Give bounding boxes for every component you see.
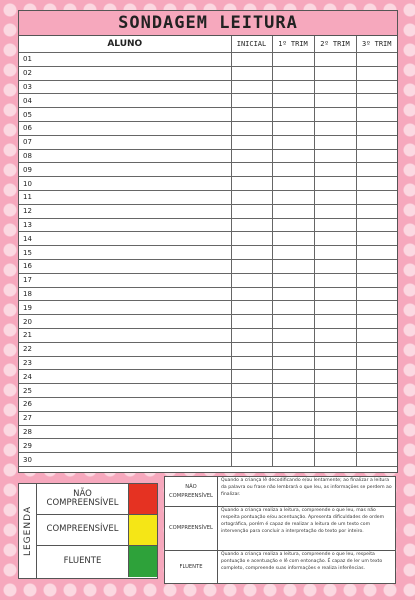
cell-inicial[interactable]	[231, 315, 272, 329]
cell-1-trim[interactable]	[272, 397, 314, 411]
table-row	[19, 439, 397, 453]
table-row	[19, 53, 397, 67]
header-inicial: INICIAL	[231, 36, 272, 53]
cell-inicial[interactable]	[231, 453, 272, 467]
cell-3-trim[interactable]	[356, 397, 397, 411]
cell-2-trim[interactable]	[314, 94, 356, 108]
student-number: 20	[19, 315, 231, 329]
student-number: 10	[19, 177, 231, 191]
cell-2-trim[interactable]	[314, 259, 356, 273]
table-row	[19, 370, 397, 384]
table-row	[19, 80, 397, 94]
cell-1-trim[interactable]	[272, 80, 314, 94]
table-row	[19, 232, 397, 246]
student-number: 17	[19, 273, 231, 287]
header-aluno: ALUNO	[19, 36, 231, 53]
cell-3-trim[interactable]	[356, 53, 397, 67]
cell-3-trim[interactable]	[356, 94, 397, 108]
table-row	[19, 273, 397, 287]
cell-inicial[interactable]	[231, 259, 272, 273]
legend-item-fluente	[37, 546, 157, 577]
cell-3-trim[interactable]	[356, 273, 397, 287]
cell-1-trim[interactable]	[272, 273, 314, 287]
cell-2-trim[interactable]	[314, 453, 356, 467]
cell-2-trim[interactable]	[314, 121, 356, 135]
student-number: 14	[19, 232, 231, 246]
description-text: Quando a criança realiza a leitura, compreende o que leu, respeita pontuação e acentuação e lê com entonação. É capaz de ler um texto completo, compreende suas informações e realiza inferências.	[221, 552, 383, 571]
cell-1-trim[interactable]	[272, 246, 314, 260]
cell-inicial[interactable]	[231, 53, 272, 67]
table-row	[19, 315, 397, 329]
legend-swatch-yellow	[128, 515, 157, 545]
student-number: 02	[19, 66, 231, 80]
cell-inicial[interactable]	[231, 439, 272, 453]
legend-label: NÃO COMPREENSÍVEL	[46, 488, 119, 508]
student-number: 12	[19, 204, 231, 218]
student-number: 23	[19, 356, 231, 370]
cell-3-trim[interactable]	[356, 411, 397, 425]
description-text: Quando a criança lê decodificando e/ou lentamente; ao finalizar a leitura da palavra ou frase não lembrará o que leu, as informações se perdem ao finalizar.	[221, 478, 392, 497]
table-row	[19, 287, 397, 301]
description-box	[164, 476, 396, 584]
header-2-trim: 2º TRIM	[314, 36, 356, 53]
cell-2-trim[interactable]	[314, 232, 356, 246]
cell-2-trim[interactable]	[314, 342, 356, 356]
student-number: 15	[19, 246, 231, 260]
title-bar	[19, 11, 397, 36]
cell-1-trim[interactable]	[272, 259, 314, 273]
description-label: NÃO COMPREENSÍVEL	[165, 477, 218, 506]
cell-inicial[interactable]	[231, 370, 272, 384]
cell-2-trim[interactable]	[314, 204, 356, 218]
cell-inicial[interactable]	[231, 163, 272, 177]
student-number: 19	[19, 301, 231, 315]
cell-3-trim[interactable]	[356, 246, 397, 260]
cell-inicial[interactable]	[231, 66, 272, 80]
table-row	[19, 384, 397, 398]
cell-2-trim[interactable]	[314, 149, 356, 163]
cell-inicial[interactable]	[231, 177, 272, 191]
cell-3-trim[interactable]	[356, 425, 397, 439]
student-number: 28	[19, 425, 231, 439]
cell-1-trim[interactable]	[272, 53, 314, 67]
cell-2-trim[interactable]	[314, 108, 356, 122]
student-number: 08	[19, 149, 231, 163]
description-label: COMPREENSÍVEL	[165, 507, 218, 550]
cell-1-trim[interactable]	[272, 121, 314, 135]
cell-1-trim[interactable]	[272, 425, 314, 439]
student-number: 22	[19, 342, 231, 356]
cell-inicial[interactable]	[231, 121, 272, 135]
student-number: 16	[19, 259, 231, 273]
cell-2-trim[interactable]	[314, 397, 356, 411]
cell-inicial[interactable]	[231, 397, 272, 411]
description-label: FLUENTE	[165, 551, 218, 583]
cell-1-trim[interactable]	[272, 163, 314, 177]
cell-inicial[interactable]	[231, 273, 272, 287]
cell-3-trim[interactable]	[356, 259, 397, 273]
student-number: 25	[19, 384, 231, 398]
student-number: 09	[19, 163, 231, 177]
table-row	[19, 259, 397, 273]
cell-2-trim[interactable]	[314, 80, 356, 94]
cell-3-trim[interactable]	[356, 315, 397, 329]
cell-1-trim[interactable]	[272, 108, 314, 122]
student-number: 11	[19, 190, 231, 204]
legend-item-compreensivel	[37, 515, 157, 546]
cell-1-trim[interactable]	[272, 135, 314, 149]
cell-3-trim[interactable]	[356, 439, 397, 453]
table-row	[19, 163, 397, 177]
cell-2-trim[interactable]	[314, 190, 356, 204]
cell-3-trim[interactable]	[356, 204, 397, 218]
cell-inicial[interactable]	[231, 135, 272, 149]
student-number: 30	[19, 453, 231, 467]
cell-1-trim[interactable]	[272, 204, 314, 218]
description-row-compreensivel	[165, 507, 395, 551]
cell-1-trim[interactable]	[272, 301, 314, 315]
legend-box	[18, 483, 158, 579]
cell-3-trim[interactable]	[356, 121, 397, 135]
cell-2-trim[interactable]	[314, 163, 356, 177]
table-row	[19, 425, 397, 439]
cell-3-trim[interactable]	[356, 370, 397, 384]
cell-2-trim[interactable]	[314, 287, 356, 301]
table-row	[19, 411, 397, 425]
cell-2-trim[interactable]	[314, 439, 356, 453]
student-number: 06	[19, 121, 231, 135]
description-row-nao-compreensivel	[165, 477, 395, 507]
cell-3-trim[interactable]	[356, 232, 397, 246]
legend-title	[19, 484, 37, 578]
cell-2-trim[interactable]	[314, 328, 356, 342]
cell-3-trim[interactable]	[356, 301, 397, 315]
student-number: 05	[19, 108, 231, 122]
student-number: 03	[19, 80, 231, 94]
cell-inicial[interactable]	[231, 425, 272, 439]
cell-2-trim[interactable]	[314, 218, 356, 232]
cell-inicial[interactable]	[231, 94, 272, 108]
table-row	[19, 190, 397, 204]
cell-inicial[interactable]	[231, 190, 272, 204]
table-row	[19, 397, 397, 411]
table-row	[19, 328, 397, 342]
cell-1-trim[interactable]	[272, 342, 314, 356]
table-row	[19, 94, 397, 108]
table-row	[19, 342, 397, 356]
cell-2-trim[interactable]	[314, 246, 356, 260]
cell-3-trim[interactable]	[356, 453, 397, 467]
cell-inicial[interactable]	[231, 246, 272, 260]
cell-2-trim[interactable]	[314, 370, 356, 384]
table-row	[19, 135, 397, 149]
student-number: 13	[19, 218, 231, 232]
cell-inicial[interactable]	[231, 232, 272, 246]
cell-3-trim[interactable]	[356, 356, 397, 370]
table-row	[19, 218, 397, 232]
cell-3-trim[interactable]	[356, 135, 397, 149]
legend-label: COMPREENSÍVEL	[46, 524, 119, 535]
cell-1-trim[interactable]	[272, 218, 314, 232]
table-header-row	[19, 36, 397, 53]
table-row	[19, 149, 397, 163]
cell-1-trim[interactable]	[272, 384, 314, 398]
cell-2-trim[interactable]	[314, 66, 356, 80]
cell-2-trim[interactable]	[314, 425, 356, 439]
cell-inicial[interactable]	[231, 80, 272, 94]
table-row	[19, 246, 397, 260]
cell-1-trim[interactable]	[272, 370, 314, 384]
legend-title-text: LEGENDA	[22, 505, 33, 557]
student-number: 07	[19, 135, 231, 149]
cell-3-trim[interactable]	[356, 66, 397, 80]
legend-swatch-red	[128, 484, 157, 514]
description-row-fluente	[165, 551, 395, 583]
cell-1-trim[interactable]	[272, 356, 314, 370]
table-body	[19, 53, 397, 467]
cell-inicial[interactable]	[231, 108, 272, 122]
cell-1-trim[interactable]	[272, 190, 314, 204]
cell-1-trim[interactable]	[272, 287, 314, 301]
table-row	[19, 108, 397, 122]
cell-1-trim[interactable]	[272, 94, 314, 108]
cell-3-trim[interactable]	[356, 218, 397, 232]
cell-2-trim[interactable]	[314, 273, 356, 287]
cell-1-trim[interactable]	[272, 453, 314, 467]
cell-3-trim[interactable]	[356, 287, 397, 301]
cell-3-trim[interactable]	[356, 384, 397, 398]
table-row	[19, 177, 397, 191]
cell-2-trim[interactable]	[314, 135, 356, 149]
table-row	[19, 356, 397, 370]
table-row	[19, 301, 397, 315]
cell-3-trim[interactable]	[356, 177, 397, 191]
cell-inicial[interactable]	[231, 301, 272, 315]
table-row	[19, 121, 397, 135]
page-title: SONDAGEM LEITURA	[118, 13, 298, 33]
student-number: 01	[19, 53, 231, 67]
cell-1-trim[interactable]	[272, 328, 314, 342]
cell-inicial[interactable]	[231, 342, 272, 356]
cell-1-trim[interactable]	[272, 411, 314, 425]
cell-1-trim[interactable]	[272, 232, 314, 246]
cell-inicial[interactable]	[231, 218, 272, 232]
table-row	[19, 66, 397, 80]
cell-3-trim[interactable]	[356, 328, 397, 342]
cell-3-trim[interactable]	[356, 149, 397, 163]
cell-3-trim[interactable]	[356, 108, 397, 122]
cell-1-trim[interactable]	[272, 439, 314, 453]
cell-3-trim[interactable]	[356, 190, 397, 204]
cell-inicial[interactable]	[231, 204, 272, 218]
cell-1-trim[interactable]	[272, 315, 314, 329]
cell-inicial[interactable]	[231, 384, 272, 398]
header-1-trim: 1º TRIM	[272, 36, 314, 53]
cell-2-trim[interactable]	[314, 384, 356, 398]
student-number: 21	[19, 328, 231, 342]
cell-2-trim[interactable]	[314, 356, 356, 370]
legend-swatch-green	[128, 546, 157, 577]
cell-1-trim[interactable]	[272, 177, 314, 191]
cell-inicial[interactable]	[231, 356, 272, 370]
description-text: Quando a criança realiza a leitura, compreende o que leu, mas não respeita pontuação e/ou acentuação. Apresenta dificuldades de ordem ortográfica, porém é capaz de realizar a leitura de um texto com intervenção para concluir a interpretação do texto por inteiro.	[221, 508, 385, 534]
cell-2-trim[interactable]	[314, 411, 356, 425]
cell-1-trim[interactable]	[272, 66, 314, 80]
student-number: 24	[19, 370, 231, 384]
cell-inicial[interactable]	[231, 328, 272, 342]
cell-2-trim[interactable]	[314, 315, 356, 329]
table-row	[19, 204, 397, 218]
table-row	[19, 453, 397, 467]
student-number: 18	[19, 287, 231, 301]
cell-inicial[interactable]	[231, 287, 272, 301]
cell-2-trim[interactable]	[314, 53, 356, 67]
header-3-trim: 3º TRIM	[356, 36, 397, 53]
cell-1-trim[interactable]	[272, 149, 314, 163]
cell-2-trim[interactable]	[314, 301, 356, 315]
assessment-table	[19, 36, 397, 467]
student-number: 26	[19, 397, 231, 411]
student-number: 27	[19, 411, 231, 425]
student-number: 29	[19, 439, 231, 453]
legend-item-nao-compreensivel	[37, 484, 157, 515]
student-number: 04	[19, 94, 231, 108]
reading-assessment-sheet	[18, 10, 398, 473]
cell-inicial[interactable]	[231, 411, 272, 425]
cell-3-trim[interactable]	[356, 163, 397, 177]
cell-inicial[interactable]	[231, 149, 272, 163]
cell-3-trim[interactable]	[356, 342, 397, 356]
cell-3-trim[interactable]	[356, 80, 397, 94]
legend-label: FLUENTE	[63, 555, 102, 566]
cell-2-trim[interactable]	[314, 177, 356, 191]
